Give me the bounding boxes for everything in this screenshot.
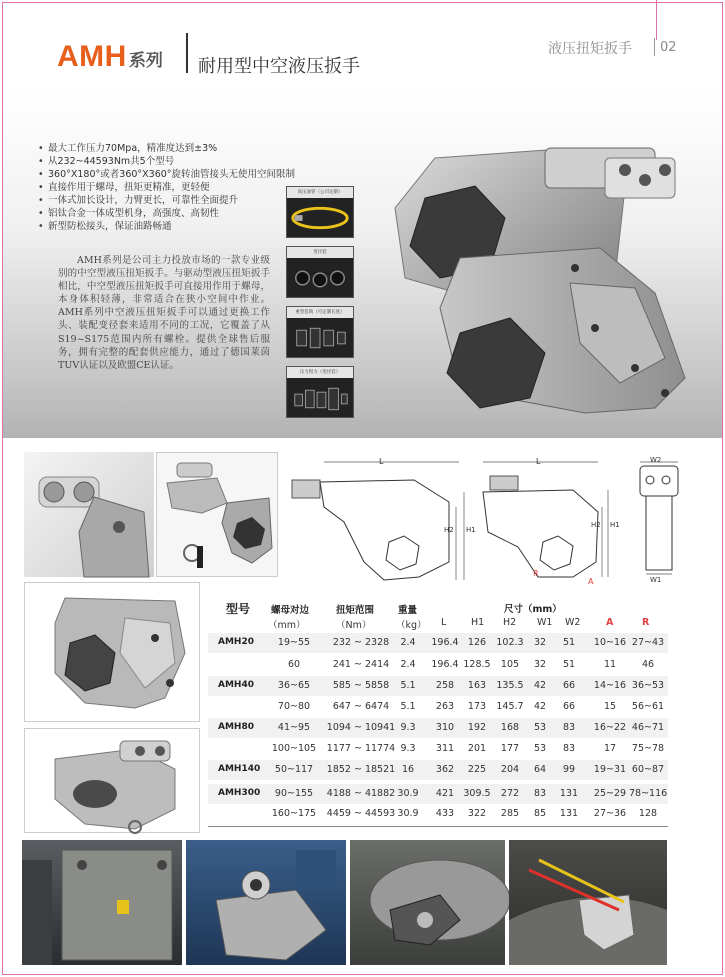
table-cell-H2: 272 xyxy=(500,788,520,799)
table-cell-W1: 53 xyxy=(533,743,547,754)
table-cell-W2: 66 xyxy=(562,701,576,712)
category-separator xyxy=(654,38,655,56)
feature-item: • 一体式加长设计，力臂更长，可靠性全面提升 xyxy=(48,194,295,207)
unit-weight: （kg） xyxy=(396,620,427,631)
table-cell-nut: 19~55 xyxy=(277,637,311,648)
table-cell-R: 78~116 xyxy=(629,788,668,799)
field-photo-4 xyxy=(509,840,667,965)
header-model: 型号 xyxy=(226,602,251,616)
table-cell-model: AMH40 xyxy=(218,680,254,690)
product-photo-closeup xyxy=(24,452,154,577)
reducer-sleeve-icon xyxy=(287,258,353,299)
dim-label-A: A xyxy=(588,577,594,586)
table-cell-R: 56~61 xyxy=(631,701,665,712)
table-cell-W1: 53 xyxy=(533,722,547,733)
disassembled-wrench-image xyxy=(157,453,279,578)
col-H2: H2 xyxy=(503,617,517,628)
field-photo-3 xyxy=(350,840,505,965)
table-cell-W2: 51 xyxy=(562,659,576,670)
table-cell-H1: 225 xyxy=(467,764,487,775)
table-cell-A: 17 xyxy=(603,743,617,754)
table-cell-nut: 160~175 xyxy=(271,808,317,819)
table-cell-L: 362 xyxy=(435,764,455,775)
table-cell-R: 75~78 xyxy=(631,743,665,754)
table-cell-R: 46~71 xyxy=(631,722,665,733)
table-cell-weight: 5.1 xyxy=(400,701,416,712)
table-cell-W2: 131 xyxy=(559,788,579,799)
table-cell-nut: 90~155 xyxy=(274,788,314,799)
table-cell-W1: 42 xyxy=(533,680,547,691)
table-cell-torque: 232 ~ 2328 xyxy=(332,637,390,648)
wrench-assembly-image xyxy=(25,729,201,834)
table-cell-H1: 309.5 xyxy=(463,788,491,799)
table-cell-W2: 99 xyxy=(562,764,576,775)
table-cell-H2: 285 xyxy=(500,808,520,819)
table-cell-L: 196.4 xyxy=(431,659,459,670)
table-cell-R: 128 xyxy=(638,808,658,819)
hero-wrench-image xyxy=(365,128,705,433)
table-cell-nut: 36~65 xyxy=(277,680,311,691)
table-cell-torque: 4188 ~ 41882 xyxy=(326,788,396,799)
feature-item: • 新型防松接头，保证油路畅通 xyxy=(48,220,295,233)
table-cell-H2: 204 xyxy=(500,764,520,775)
table-cell-R: 27~43 xyxy=(631,637,665,648)
field-photo-1 xyxy=(22,840,182,965)
header-size: 尺寸（mm） xyxy=(504,604,562,615)
table-cell-A: 15 xyxy=(603,701,617,712)
table-cell-weight: 9.3 xyxy=(400,722,416,733)
table-cell-H2: 105 xyxy=(500,659,520,670)
dim-label-R: R xyxy=(533,569,539,578)
col-W2: W2 xyxy=(565,617,581,628)
table-cell-A: 16~22 xyxy=(593,722,627,733)
table-cell-L: 311 xyxy=(435,743,455,754)
accessory-card xyxy=(286,366,354,418)
table-cell-torque: 1852 ~ 18521 xyxy=(326,764,396,775)
feature-item: • 360°X180°或者360°X360°旋转油管接头无使用空间限制 xyxy=(48,168,295,181)
table-cell-model: AMH300 xyxy=(218,788,261,798)
table-cell-W2: 83 xyxy=(562,722,576,733)
table-cell-torque: 585 ~ 5858 xyxy=(332,680,390,691)
table-cell-W2: 83 xyxy=(562,743,576,754)
table-cell-H2: 168 xyxy=(500,722,520,733)
table-cell-model: AMH20 xyxy=(218,637,254,647)
table-cell-nut: 60 xyxy=(287,659,301,670)
col-L: L xyxy=(441,617,447,628)
accessory-label: 高压油管（公司定制） xyxy=(287,187,353,198)
table-cell-L: 310 xyxy=(435,722,455,733)
table-cell-H2: 135.5 xyxy=(496,680,524,691)
page-subtitle: 耐用型中空液压扳手 xyxy=(198,56,360,77)
feature-item: • 铝钛合金一体成型机身，高强度、高韧性 xyxy=(48,207,295,220)
dimension-drawing-end xyxy=(630,452,690,592)
brand-separator xyxy=(186,33,188,73)
table-cell-nut: 70~80 xyxy=(277,701,311,712)
product-photo-wrench xyxy=(24,582,200,722)
socket-set-icon xyxy=(287,378,353,419)
dim-label-W2: W2 xyxy=(650,456,662,464)
dim-label-H2: H2 xyxy=(444,526,454,534)
table-cell-H1: 126 xyxy=(467,637,487,648)
dimension-drawing-side xyxy=(284,452,474,592)
table-cell-H1: 201 xyxy=(467,743,487,754)
table-cell-R: 46 xyxy=(641,659,655,670)
accessory-label: 变径套 xyxy=(287,247,353,258)
table-cell-nut: 100~105 xyxy=(271,743,317,754)
accessory-label: 压力钳力（变径套） xyxy=(287,367,353,378)
table-cell-H2: 145.7 xyxy=(496,701,524,712)
flange-photo-image xyxy=(22,840,182,965)
table-cell-weight: 16 xyxy=(401,764,415,775)
feature-item: • 最大工作压力70Mpa，精准度达到±3% xyxy=(48,142,295,155)
fitting-closeup-image xyxy=(24,452,154,577)
table-cell-L: 433 xyxy=(435,808,455,819)
table-cell-model: AMH140 xyxy=(218,764,261,774)
table-cell-L: 258 xyxy=(435,680,455,691)
table-cell-A: 11 xyxy=(603,659,617,670)
dim-label-L: L xyxy=(379,457,384,466)
table-cell-R: 36~53 xyxy=(631,680,665,691)
table-cell-A: 14~16 xyxy=(593,680,627,691)
table-cell-weight: 30.9 xyxy=(397,788,419,799)
header-torque: 扭矩范围 xyxy=(336,605,375,616)
table-cell-weight: 5.1 xyxy=(400,680,416,691)
table-cell-H2: 102.3 xyxy=(496,637,524,648)
accessory-card xyxy=(286,186,354,238)
table-cell-W1: 83 xyxy=(533,788,547,799)
table-cell-A: 27~36 xyxy=(593,808,627,819)
table-cell-W1: 32 xyxy=(533,637,547,648)
category-label: 液压扭矩扳手 xyxy=(548,41,632,57)
unit-nut: （mm） xyxy=(268,620,306,631)
dim-label-H1: H1 xyxy=(466,526,476,534)
table-cell-L: 421 xyxy=(435,788,455,799)
accessory-card xyxy=(286,306,354,358)
table-cell-H1: 128.5 xyxy=(463,659,491,670)
table-cell-torque: 1177 ~ 11774 xyxy=(326,743,396,754)
table-cell-torque: 4459 ~ 44593 xyxy=(326,808,396,819)
table-cell-torque: 1094 ~ 10941 xyxy=(326,722,396,733)
table-cell-model: AMH80 xyxy=(218,722,254,732)
wrench-head-image xyxy=(25,583,201,723)
table-cell-W1: 32 xyxy=(533,659,547,670)
table-cell-H1: 192 xyxy=(467,722,487,733)
page-number: 02 xyxy=(660,40,677,55)
table-cell-H1: 173 xyxy=(467,701,487,712)
table-cell-W1: 85 xyxy=(533,808,547,819)
dim-label-W1: W1 xyxy=(650,576,662,584)
dim-label-L2: L xyxy=(536,457,541,466)
table-cell-W2: 131 xyxy=(559,808,579,819)
unit-torque: （Nm） xyxy=(336,620,372,631)
header-weight: 重量 xyxy=(398,605,418,616)
table-cell-nut: 41~95 xyxy=(277,722,311,733)
turbine-flange-image xyxy=(350,840,505,965)
table-cell-torque: 241 ~ 2414 xyxy=(332,659,390,670)
table-cell-nut: 50~117 xyxy=(274,764,314,775)
socket-icon xyxy=(287,318,353,359)
field-photo-2 xyxy=(186,840,346,965)
feature-item: • 从232~44593Nm共5个型号 xyxy=(48,155,295,168)
table-cell-H1: 322 xyxy=(467,808,487,819)
accessory-label: 重型套筒（可定制长度） xyxy=(287,307,353,318)
table-cell-A: 19~31 xyxy=(593,764,627,775)
table-cell-weight: 2.4 xyxy=(400,659,416,670)
col-H1: H1 xyxy=(471,617,485,628)
table-divider-bottom xyxy=(208,826,668,827)
corner-line xyxy=(656,0,657,40)
accessories-panel xyxy=(286,186,358,418)
dimension-drawing-front xyxy=(478,452,623,592)
table-cell-A: 25~29 xyxy=(593,788,627,799)
hose-icon xyxy=(287,198,353,239)
table-cell-W2: 66 xyxy=(562,680,576,691)
dim-label-H1b: H1 xyxy=(610,521,620,529)
wrench-on-bolt-image xyxy=(186,840,346,965)
table-cell-H1: 163 xyxy=(467,680,487,691)
col-A: A xyxy=(606,617,614,628)
table-cell-W1: 42 xyxy=(533,701,547,712)
table-cell-torque: 647 ~ 6474 xyxy=(332,701,390,712)
table-cell-W2: 51 xyxy=(562,637,576,648)
product-photo-parts xyxy=(156,452,278,577)
table-cell-H2: 177 xyxy=(500,743,520,754)
feature-item: • 直接作用于螺母，扭矩更精准，更轻便 xyxy=(48,181,295,194)
brand-code: AMH xyxy=(57,40,127,73)
product-photo-wrench-2 xyxy=(24,728,200,833)
table-cell-A: 10~16 xyxy=(593,637,627,648)
dim-label-H2b: H2 xyxy=(591,521,601,529)
col-W1: W1 xyxy=(537,617,553,628)
table-cell-weight: 9.3 xyxy=(400,743,416,754)
col-R: R xyxy=(642,617,650,628)
table-cell-weight: 2.4 xyxy=(400,637,416,648)
header-nut: 螺母对边 xyxy=(271,605,310,616)
table-cell-R: 60~87 xyxy=(631,764,665,775)
table-cell-weight: 30.9 xyxy=(397,808,419,819)
feature-list xyxy=(48,142,295,233)
accessory-card xyxy=(286,246,354,298)
brand-series: 系列 xyxy=(128,51,163,71)
product-description: AMH系列是公司主力投放市场的一款专业级别的中空型液压扭矩扳手。与驱动型液压扭矩扳手相比，中空型液压扭矩扳手可直接用作用于螺母，本身体积轻薄，非常适合在狭小空间中作业。AMH系列中空液压扭矩扳手可以通过更换工作头、装配变径套来适用不同的工况，它覆盖了从S19~S175范围内所有螺栓。提供全球售后服务，拥有完整的配套供应能力，通过了德国莱茵TUV认证以及欧盟CE认证。 xyxy=(58,255,270,371)
brand-title xyxy=(57,40,163,76)
table-cell-L: 196.4 xyxy=(431,637,459,648)
table-cell-L: 263 xyxy=(435,701,455,712)
wind-tower-bolt-image xyxy=(509,840,667,965)
table-cell-W1: 64 xyxy=(533,764,547,775)
